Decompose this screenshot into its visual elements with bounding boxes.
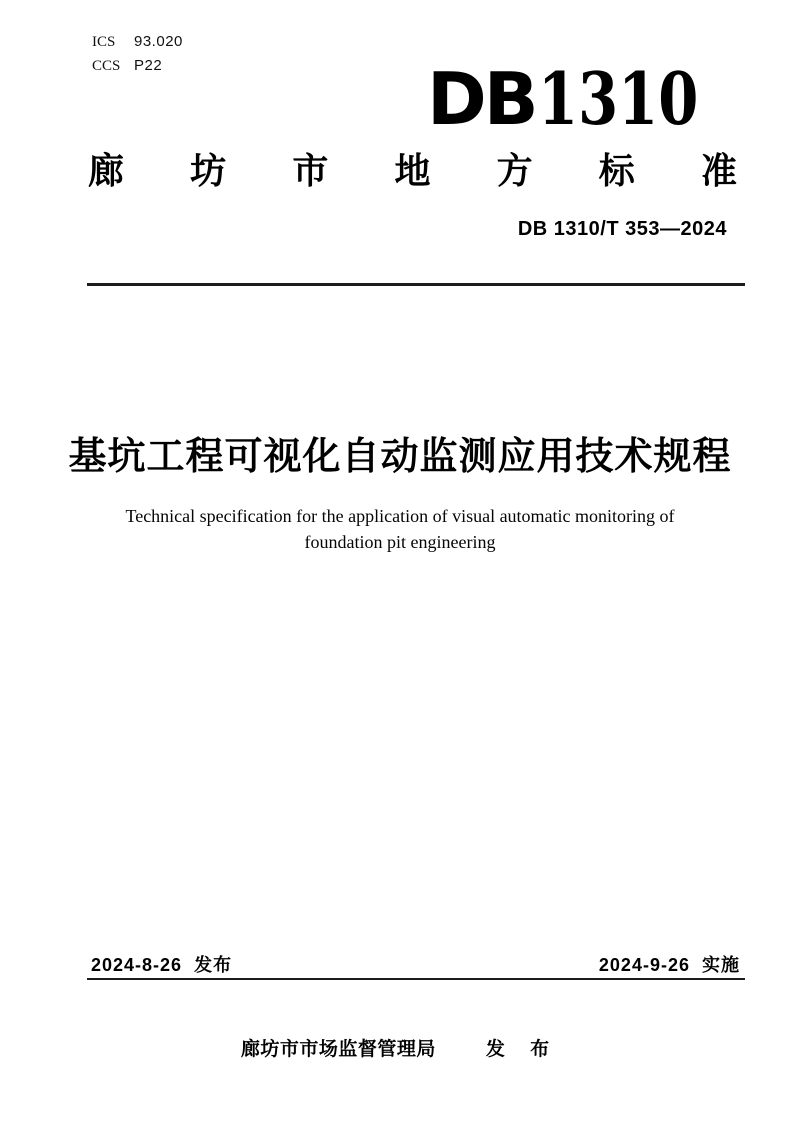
standard-type-char: 标	[598, 150, 635, 191]
implement-date	[599, 951, 740, 977]
db-logo-number: 1310	[537, 56, 698, 141]
ccs-value: P22	[134, 57, 163, 74]
issue-date-label: 发布	[194, 955, 233, 975]
implement-date-value: 2024-9-26	[598, 955, 690, 975]
footer-rule	[87, 978, 745, 980]
standard-type-char: 方	[496, 150, 533, 191]
standard-type-char: 准	[700, 150, 737, 191]
db-logo-prefix: DB	[427, 57, 536, 141]
standard-type-char: 廊	[88, 150, 125, 191]
classification-codes	[92, 30, 183, 78]
ics-label: ICS	[92, 34, 116, 50]
header-rule	[87, 283, 745, 286]
issuer-row	[0, 1034, 800, 1061]
ccs-code	[92, 54, 183, 78]
implement-date-label: 实施	[702, 955, 740, 975]
issue-date	[91, 951, 232, 977]
ics-value: 93.020	[134, 33, 183, 50]
standard-type-char: 地	[394, 150, 431, 191]
document-title-zh: 基坑工程可视化自动监测应用技术规程	[68, 436, 732, 478]
document-title-en-line2: foundation pit engineering	[304, 532, 496, 552]
publish-label: 发 布	[485, 1039, 560, 1060]
standard-type-title	[88, 151, 737, 191]
standard-type-char: 坊	[190, 150, 227, 191]
standard-number: DB 1310/T 353—2024	[517, 218, 727, 240]
dates-row	[91, 951, 740, 977]
document-title-en-line1: Technical specification for the application of visual automatic monitoring of	[125, 506, 675, 526]
document-title-en	[0, 503, 800, 555]
ics-code	[92, 30, 183, 54]
issuing-authority: 廊坊市市场监督管理局	[240, 1039, 436, 1060]
standard-type-char: 市	[292, 150, 329, 191]
issue-date-value: 2024-8-26	[91, 955, 183, 975]
db-logo	[427, 56, 738, 141]
ccs-label: CCS	[92, 58, 121, 74]
